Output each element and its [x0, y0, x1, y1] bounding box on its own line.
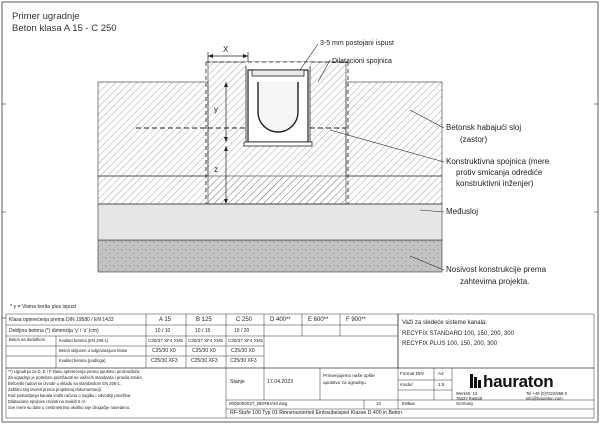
- callout-construction-2: protiv smicanja odrediće: [456, 168, 543, 177]
- logo-mark-icon: [470, 374, 481, 388]
- row3-c250: C25/30 X0: [231, 348, 255, 354]
- callout-base: Nosivost konstrukcije prema: [446, 265, 547, 274]
- drawing-subtitle: Beton klasa A 15 - C 250: [12, 23, 117, 34]
- note-line-7: Sve mere su date u centimetrima ukoliko nije drugačije navedeno.: [8, 405, 131, 410]
- footnote: * y = Visina korita plus ispust: [10, 304, 77, 310]
- row3-a15: C25/30 X0: [152, 348, 176, 354]
- class-f900: F 900**: [346, 317, 367, 323]
- row4-a15: C25/30 XF3: [151, 358, 178, 364]
- note-general-1: Primenjujemo naše opšte: [323, 373, 375, 378]
- row3-b125: C25/30 X0: [192, 348, 216, 354]
- callout-topcoat-2: (zastor): [460, 135, 488, 144]
- callout-construction: Konstruktivna spojnica (mere: [446, 157, 550, 166]
- row1-c250: 10 / 20: [234, 328, 250, 334]
- class-e600: E 600**: [308, 317, 329, 323]
- callout-construction-3: konstruktivni inženjer): [456, 179, 534, 188]
- class-d400: D 400**: [270, 317, 291, 323]
- systems-heading: Važi za sledeće sisteme kanala:: [402, 320, 487, 326]
- note-line-4: Zaštitni sloj izvesti prema projektnoj dokumentaciji.: [8, 387, 103, 392]
- row1-a15: 10 / 10: [155, 328, 171, 334]
- class-a15: A 15: [159, 317, 172, 323]
- module-value: 1:5: [438, 382, 445, 387]
- callout-setback: 3-5 mm postojani ispust: [320, 40, 394, 47]
- note-line-2: Za ugradnju je potrebno pridržavati se važećih standarda i pravila struke.: [8, 375, 144, 380]
- row4-b125: C25/30 XF3: [191, 358, 218, 364]
- company-tel: Tel +49 (0)7222/958-0: [526, 391, 568, 396]
- table-row3-label: Kvalitet betona (podloga): [59, 358, 106, 363]
- company-addr-2: 76437 Rastatt: [456, 396, 483, 401]
- sheet-number: 10: [376, 401, 382, 406]
- base-layer: [98, 240, 442, 272]
- interlayer: [98, 204, 442, 240]
- topcoat-right: [346, 82, 442, 176]
- note-line-1: **) Ugradnja za D, E i F klasu opterećenja prema uputstvu proizvođača.: [8, 369, 141, 374]
- table-row1-label: Debljina betona (*) dimenzija ‘y’ i ‘z’ (cm): [9, 328, 99, 334]
- systems-line-2: RECYFIX PLUS 100, 150, 200, 300: [402, 341, 498, 347]
- company-logo: hauraton: [470, 372, 553, 392]
- note-general-2: uputstvo za ugradnju.: [323, 380, 367, 385]
- format-value: A4: [438, 371, 444, 376]
- callout-base-2: zahtevima projekta.: [460, 277, 530, 286]
- row2-a15: C30/37 XF4 XM1: [148, 338, 184, 343]
- table-row2-label: Kvalitet betona (EN 206-1): [59, 338, 109, 343]
- row2-b125: C30/37 XF4 XM1: [188, 338, 224, 343]
- note-line-6: Dilatacione spojnice izvesti na svakih 5 m.: [8, 399, 87, 404]
- row2-c250: C30/37 XF4 XM1: [228, 338, 264, 343]
- module-label: modul: [400, 382, 413, 387]
- company-addr-3: Germany: [456, 401, 474, 406]
- company-addr-1: Werkstr. 13: [456, 391, 478, 396]
- status-label: Stanje: [230, 379, 245, 385]
- table-header-label: Klasa opterećenja prema DIN 19580 / EN 1433: [9, 317, 114, 323]
- dim-x-label: X: [223, 45, 229, 54]
- systems-line-1: RECYFIX STANDARD 100, 150, 200, 300: [402, 331, 514, 337]
- dim-z-label: z: [214, 165, 218, 174]
- callout-interlayer: Međusloj: [446, 207, 479, 216]
- note-line-5: Kod postavljanja kanala voditi računa o nagibu i odvodnji površina.: [8, 393, 132, 398]
- row4-c250: C25/30 XF3: [230, 358, 257, 364]
- status-date: 17.04.2023: [267, 379, 293, 385]
- note-line-3: Betonski radovi se izvode u skladu sa standardom EN 206-1.: [8, 381, 122, 386]
- row1-b125: 10 / 15: [195, 328, 211, 334]
- drawing-title: Primer ugradnje: [12, 11, 80, 22]
- channel: [244, 66, 312, 146]
- topcoat-left: [98, 82, 208, 176]
- class-b125: B 125: [196, 317, 212, 323]
- company-web: info@hauraton.com: [526, 396, 563, 401]
- drawing-caption: RF-Stufe 100 Typ 01 Rinnenunterteil Einbaubeispiel Klasse D 400 in Beton: [230, 410, 403, 416]
- class-c250: C 250: [236, 317, 253, 323]
- drawing-number: 0000000027_BERBIAM.dwg: [229, 401, 288, 406]
- table-row2-sub: Beton ukljucen u odgovarajuce klase: [59, 348, 128, 353]
- callout-dilation: Dilatacioni spojnica: [332, 58, 392, 65]
- language-code: E88ax: [402, 401, 416, 406]
- format-label: Format DIN: [400, 371, 424, 376]
- dim-y-label: y: [214, 105, 218, 114]
- callout-topcoat: Betonsk habajući sloj: [446, 123, 522, 132]
- table-side-label: Beton sa dodatkom: [9, 337, 46, 342]
